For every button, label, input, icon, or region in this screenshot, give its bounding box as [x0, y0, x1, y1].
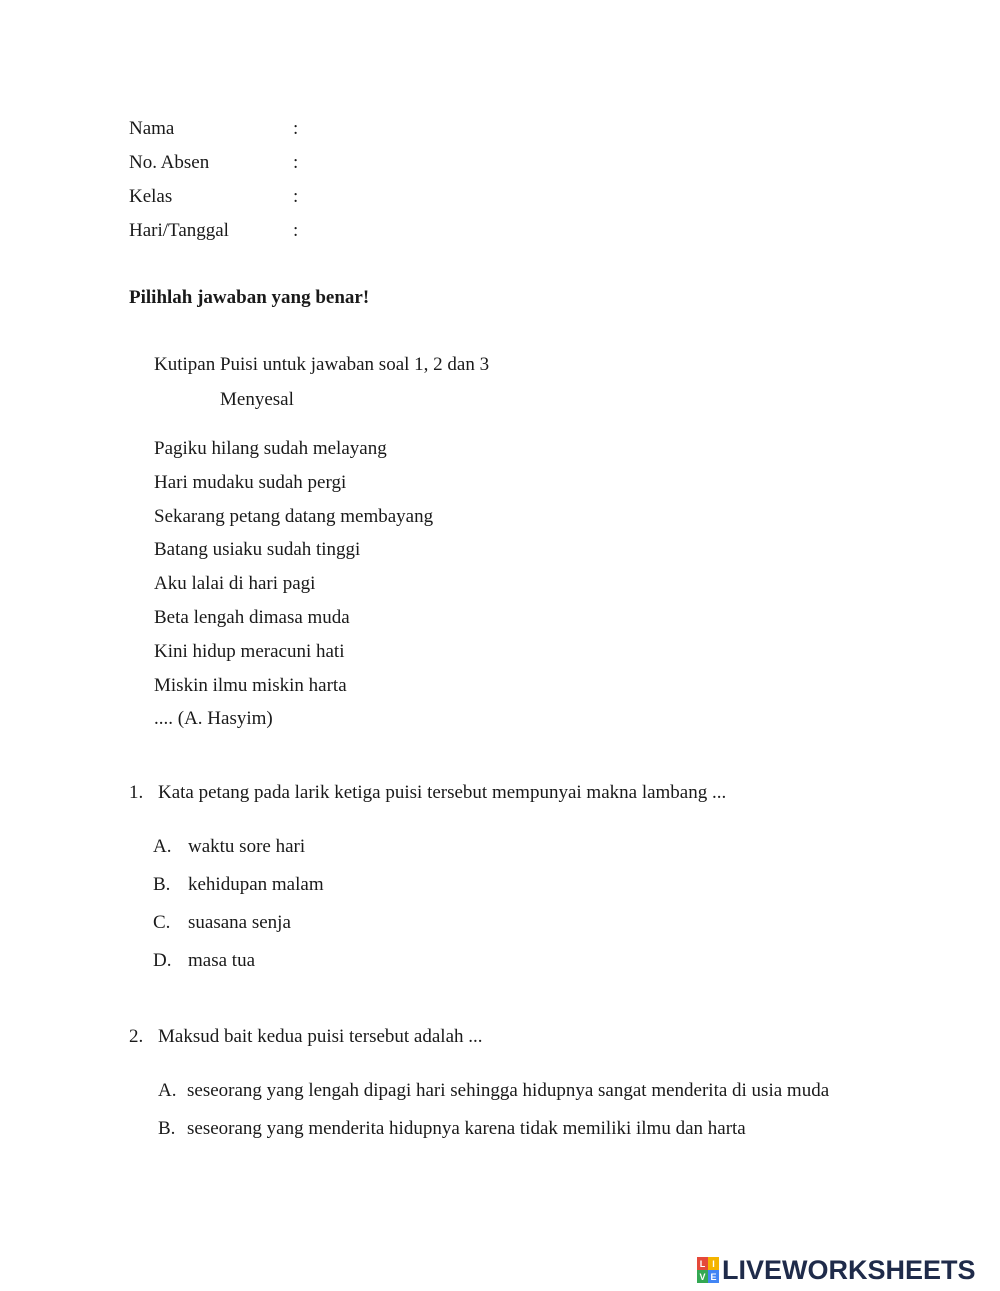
option-text[interactable]: waktu sore hari [188, 836, 306, 857]
poem-title: Menyesal [220, 389, 294, 410]
label-hari-tanggal: Hari/Tanggal [129, 220, 229, 241]
poem-line: Kini hidup meracuni hati [154, 641, 345, 662]
poem-line: Sekarang petang datang membayang [154, 506, 434, 527]
question-number: 1. [129, 782, 144, 803]
option-letter: B. [158, 1118, 176, 1139]
logo-icon-letter: L [697, 1257, 708, 1270]
label-no-absen: No. Absen [129, 152, 210, 173]
colon-nama: : [293, 118, 299, 139]
logo-icon-letter: E [708, 1270, 719, 1283]
label-nama: Nama [129, 118, 175, 139]
option-text[interactable]: seseorang yang menderita hidupnya karena tidak memiliki ilmu dan harta [187, 1118, 746, 1139]
question-text: Maksud bait kedua puisi tersebut adalah ... [158, 1026, 483, 1047]
option-text[interactable]: masa tua [188, 950, 256, 971]
logo-text: LIVEWORKSHEETS [722, 1255, 976, 1285]
poem-line: Hari mudaku sudah pergi [154, 472, 347, 493]
option-text[interactable]: suasana senja [188, 912, 291, 933]
poem-line: Pagiku hilang sudah melayang [154, 438, 387, 459]
poem-line: Batang usiaku sudah tinggi [154, 539, 361, 560]
poem-line: Aku lalai di hari pagi [154, 573, 316, 594]
option-text[interactable]: kehidupan malam [188, 874, 324, 895]
option-letter: A. [153, 836, 172, 857]
poem-line: Beta lengah dimasa muda [154, 607, 350, 628]
colon-kelas: : [293, 186, 299, 207]
instruction: Pilihlah jawaban yang benar! [129, 287, 370, 308]
label-kelas: Kelas [129, 186, 173, 207]
option-letter: C. [153, 912, 171, 933]
question-number: 2. [129, 1026, 144, 1047]
option-letter: A. [158, 1080, 177, 1101]
liveworksheets-logo [697, 1255, 976, 1285]
option-letter: D. [153, 950, 172, 971]
poem-line: Miskin ilmu miskin harta [154, 675, 347, 696]
poem-author: .... (A. Hasyim) [154, 708, 273, 729]
logo-icon-letter: V [697, 1270, 708, 1283]
option-letter: B. [153, 874, 171, 895]
liveworksheets-icon [697, 1257, 719, 1283]
option-text[interactable]: seseorang yang lengah dipagi hari sehingga hidupnya sangat menderita di usia muda [187, 1080, 830, 1101]
colon-no-absen: : [293, 152, 299, 173]
logo-icon-letter: I [708, 1257, 719, 1270]
question-text: Kata petang pada larik ketiga puisi tersebut mempunyai makna lambang ... [158, 782, 727, 803]
excerpt-intro: Kutipan Puisi untuk jawaban soal 1, 2 dan 3 [154, 354, 490, 375]
colon-hari-tanggal: : [293, 220, 299, 241]
